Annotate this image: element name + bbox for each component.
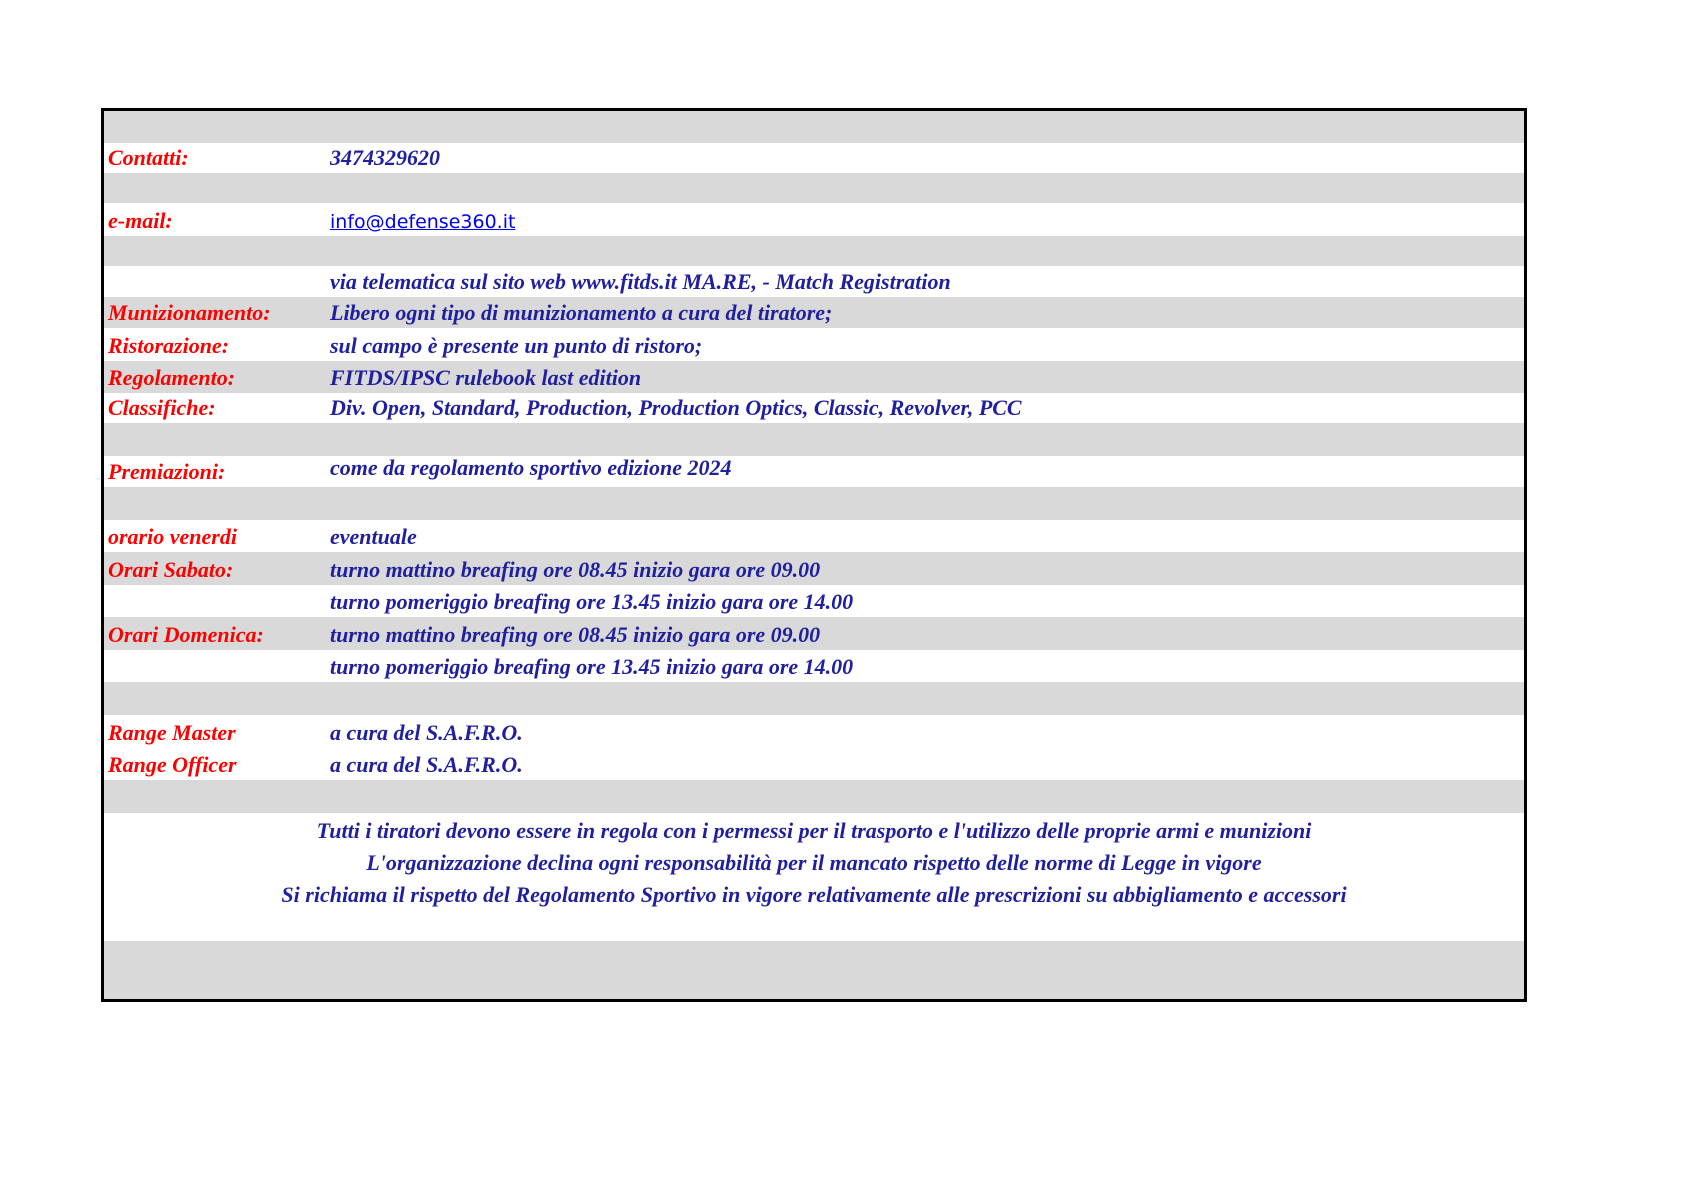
row-domenica-pomeriggio <box>104 650 1524 682</box>
row-range-master <box>104 715 1524 748</box>
row-iscrizioni <box>104 266 1524 297</box>
row-regolamento <box>104 361 1524 393</box>
row-sabato-pomeriggio <box>104 585 1524 617</box>
spacer-row <box>104 682 1524 715</box>
email-value <box>330 208 515 234</box>
row-munizionamento <box>104 297 1524 328</box>
row-premiazioni <box>104 456 1524 487</box>
orari-domenica-label: Orari Domenica: <box>108 622 264 647</box>
ristorazione-label: Ristorazione: <box>108 333 230 358</box>
munizionamento-label: Munizionamento: <box>108 300 271 325</box>
email-link[interactable]: info@defense360.it <box>330 211 516 233</box>
spacer-row <box>104 487 1524 520</box>
premiazioni-label: Premiazioni: <box>108 459 226 484</box>
range-master-value: a cura del S.A.F.R.O. <box>330 720 523 745</box>
orari-sabato-label: Orari Sabato: <box>108 557 234 582</box>
ristorazione-value: sul campo è presente un punto di ristoro; <box>330 333 703 358</box>
contatti-value: 3474329620 <box>330 145 440 170</box>
premiazioni-value: come da regolamento sportivo edizione 2024 <box>330 455 732 480</box>
orario-venerdi-label: orario venerdi <box>108 524 237 549</box>
spacer-row <box>104 780 1524 813</box>
orario-venerdi-value: eventuale <box>330 524 417 549</box>
info-table <box>101 108 1527 1002</box>
row-range-officer <box>104 748 1524 780</box>
row-orari-domenica <box>104 617 1524 650</box>
classifiche-label: Classifiche: <box>108 395 216 420</box>
footer-band <box>104 941 1524 1002</box>
classifiche-value: Div. Open, Standard, Production, Production Optics, Classic, Revolver, PCC <box>330 395 1022 420</box>
spacer-row <box>104 423 1524 456</box>
spacer-row <box>104 111 1524 143</box>
notes-block <box>104 813 1524 941</box>
regolamento-label: Regolamento: <box>108 365 236 390</box>
range-officer-value: a cura del S.A.F.R.O. <box>330 752 523 777</box>
orari-domenica-afternoon-value: turno pomeriggio breafing ore 13.45 inizio gara ore 14.00 <box>330 654 854 679</box>
contatti-label: Contatti: <box>108 145 189 170</box>
range-officer-label: Range Officer <box>108 752 237 777</box>
orari-domenica-morning-value: turno mattino breafing ore 08.45 inizio gara ore 09.00 <box>330 622 821 647</box>
note-line: Si richiama il rispetto del Regolamento Sportivo in vigore relativamente alle prescrizioni su abbigliamento e accessori <box>281 882 1347 907</box>
range-master-label: Range Master <box>108 720 236 745</box>
note-line: Tutti i tiratori devono essere in regola con i permessi per il trasporto e l'utilizzo delle proprie armi e munizioni <box>316 818 1312 843</box>
email-label: e-mail: <box>108 208 173 233</box>
spacer-row <box>104 173 1524 203</box>
spacer-row <box>104 236 1524 266</box>
row-orario-venerdi <box>104 520 1524 552</box>
orari-sabato-morning-value: turno mattino breafing ore 08.45 inizio gara ore 09.00 <box>330 557 821 582</box>
row-ristorazione <box>104 328 1524 361</box>
row-email <box>104 203 1524 236</box>
row-classifiche <box>104 393 1524 423</box>
munizionamento-value: Libero ogni tipo di munizionamento a cura del tiratore; <box>330 300 833 325</box>
orari-sabato-afternoon-value: turno pomeriggio breafing ore 13.45 inizio gara ore 14.00 <box>330 589 854 614</box>
iscrizioni-value: via telematica sul sito web www.fitds.it MA.RE, - Match Registration <box>330 269 951 294</box>
note-line: L'organizzazione declina ogni responsabilità per il mancato rispetto delle norme di Legge in vigore <box>366 850 1262 875</box>
row-contatti <box>104 143 1524 173</box>
row-orari-sabato <box>104 552 1524 585</box>
regolamento-value: FITDS/IPSC rulebook last edition <box>330 365 642 390</box>
